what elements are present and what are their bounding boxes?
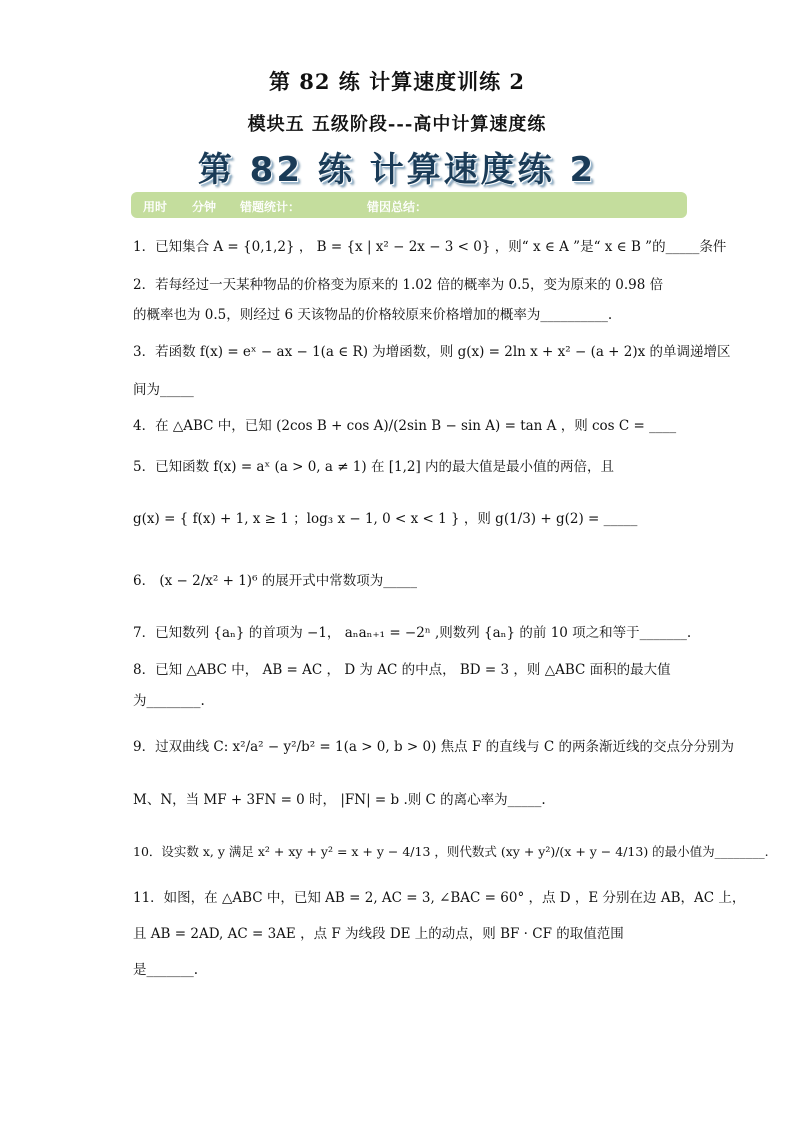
question-6-line-1: 6． (x − 2/x² + 1)⁶ 的展开式中常数项为_____ xyxy=(133,573,418,589)
time-label: 用时 xyxy=(143,200,168,214)
info-bar xyxy=(131,192,687,218)
question-2-line-1: 2．若每经过一天某种物品的价格变为原来的 1.02 倍的概率为 0.5，变为原来的 0.98 倍 xyxy=(133,277,664,293)
question-8-line-2: 为________. xyxy=(133,693,205,709)
question-11-line-1: 11．如图，在 △ABC 中，已知 AB = 2, AC = 3, ∠BAC = 60° ，点 D ，E 分别在边 AB，AC 上， xyxy=(133,890,746,906)
question-8-line-1: 8．已知 △ABC 中， AB = AC ， D 为 AC 的中点， BD = 3 ，则 △ABC 面积的最大值 xyxy=(133,662,671,678)
error-stats-label: 错题统计： xyxy=(240,200,301,214)
error-causes-label: 错因总结： xyxy=(367,200,428,214)
question-9-line-1: 9．过双曲线 C: x²/a² − y²/b² = 1(a > 0, b > 0) 焦点 F 的直线与 C 的两条渐近线的交点分分别为 xyxy=(133,739,735,755)
banner-title: 第 82 练 计算速度练 2 xyxy=(197,150,597,190)
question-11-line-3: 是_______. xyxy=(133,962,199,978)
module-subtitle: 模块五 五级阶段---高中计算速度练 xyxy=(247,114,547,135)
question-10-line-1: 10．设实数 x, y 满足 x² + xy + y² = x + y − 4/13 ，则代数式 (xy + y²)/(x + y − 4/13) 的最小值为________. xyxy=(133,844,769,859)
question-3-line-2: 间为_____ xyxy=(133,382,194,398)
question-5-line-1: 5．已知函数 f(x) = aˣ (a > 0, a ≠ 1) 在 [1,2] 内的最大值是最小值的两倍，且 xyxy=(133,459,615,475)
question-2-line-2: 的概率也为 0.5，则经过 6 天该物品的价格较原来价格增加的概率为__________. xyxy=(133,307,613,323)
question-3-line-1: 3．若函数 f(x) = eˣ − ax − 1(a ∈ R) 为增函数，则 g(x) = 2ln x + x² − (a + 2)x 的单调递增区 xyxy=(133,344,731,360)
minutes-label: 分钟 xyxy=(192,200,217,214)
worksheet-title: 第 82 练 计算速度训练 2 xyxy=(268,69,526,94)
question-5-line-2: g(x) = { f(x) + 1, x ≥ 1 ；log₃ x − 1, 0 < x < 1 } ，则 g(1/3) + g(2) = _____ xyxy=(133,511,638,527)
question-7-line-1: 7．已知数列 {aₙ} 的首项为 −1， aₙaₙ₊₁ = −2ⁿ ,则数列 {aₙ} 的前 10 项之和等于_______. xyxy=(133,625,692,641)
question-9-line-2: M、N，当 MF + 3FN = 0 时， |FN| = b .则 C 的离心率为_____. xyxy=(133,792,546,808)
question-11-line-2: 且 AB = 2AD, AC = 3AE ，点 F 为线段 DE 上的动点，则 BF · CF 的取值范围 xyxy=(133,926,624,942)
question-4-line-1: 4．在 △ABC 中，已知 (2cos B + cos A)/(2sin B − sin A) = tan A ，则 cos C = ____ xyxy=(133,418,677,434)
question-1-line-1: 1．已知集合 A = {0,1,2} ， B = {x | x² − 2x − 3 < 0} ，则“ x ∈ A ”是“ x ∈ B ”的_____条件 xyxy=(133,239,727,255)
